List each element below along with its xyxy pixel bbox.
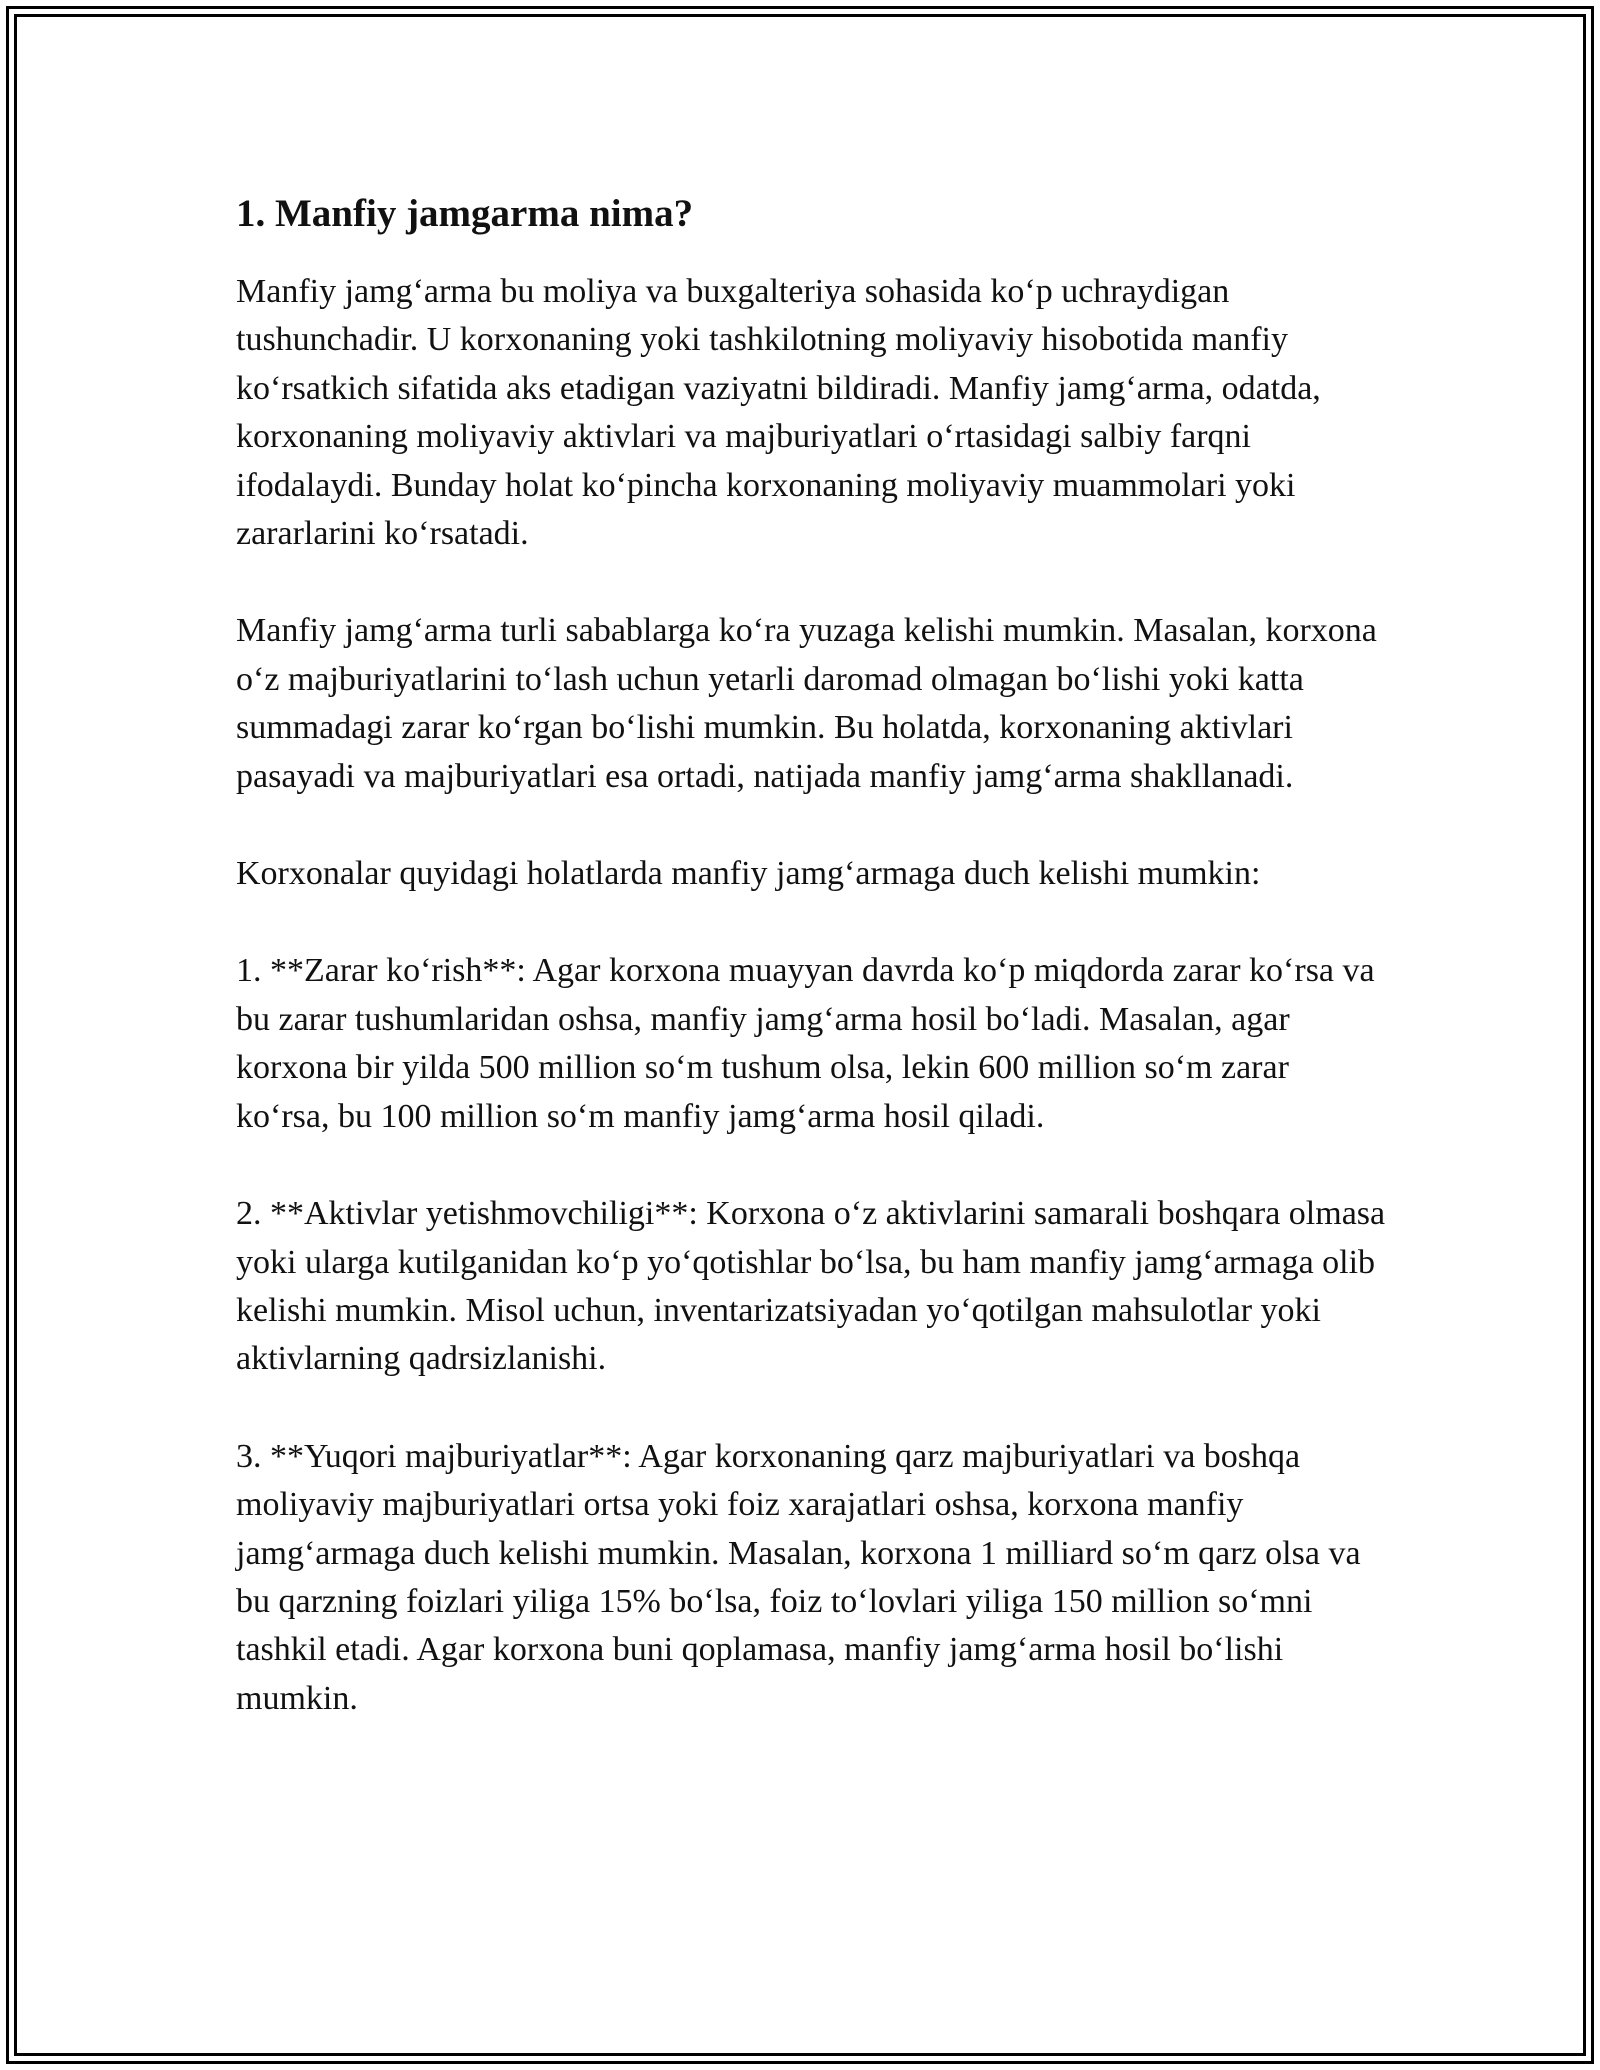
paragraph-list-intro: Korxonalar quyidagi holatlarda manfiy jamg‘armaga duch kelishi mumkin:: [236, 855, 1261, 893]
list-item-losses: 1. **Zarar ko‘rish**: Agar korxona muayyan davrda ko‘p miqdorda zarar ko‘rsa va bu zarar tushumlaridan oshsa, manfiy jamg‘arma hosil bo‘ladi. Masalan, agar korxona bir yilda 500 million so‘m tushum olsa, lekin 600 million so‘m zarar ko‘rsa, bu 100 million so‘m manfiy jamg‘arma hosil qiladi.: [236, 952, 1375, 1135]
section-heading: 1. Manfiy jamgarma nima?: [236, 192, 694, 235]
list-item-asset-shortage: 2. **Aktivlar yetishmovchiligi**: Korxona o‘z aktivlarini samarali boshqara olmasa yoki ularga kutilganidan ko‘p yo‘qotishlar bo‘lsa, bu ham manfiy jamg‘armaga olib kelishi mumkin. Misol uchun, inventarizatsiyadan yo‘qotilgan mahsulotlar yoki aktivlarning qadrsizlanishi.: [236, 1195, 1386, 1378]
list-item-high-liabilities: 3. **Yuqori majburiyatlar**: Agar korxonaning qarz majburiyatlari va boshqa moliyaviy majburiyatlari ortsa yoki foiz xarajatlari oshsa, korxona manfiy jamg‘armaga duch kelishi mumkin. Masalan, korxona 1 milliard so‘m qarz olsa va bu qarzning foizlari yiliga 15% bo‘lsa, foiz to‘lovlari yiliga 150 million so‘mni tashkil etadi. Agar korxona buni qoplamasa, manfiy jamg‘arma hosil bo‘lishi mumkin.: [236, 1437, 1361, 1717]
paragraph-causes: Manfiy jamg‘arma turli sabablarga ko‘ra yuzaga kelishi mumkin. Masalan, korxona o‘z majburiyatlarini to‘lash uchun yetarli daromad olmagan bo‘lishi yoki katta summadagi zarar ko‘rgan bo‘lishi mumkin. Bu holatda, korxonaning aktivlari pasayadi va majburiyatlari esa ortadi, natijada manfiy jamg‘arma shakllanadi.: [236, 612, 1377, 795]
document-body: [236, 186, 1386, 1772]
paragraph-definition: Manfiy jamg‘arma bu moliya va buxgalteriya sohasida ko‘p uchraydigan tushunchadir. U korxonaning yoki tashkilotning moliyaviy hisobotida manfiy ko‘rsatkich sifatida aks etadigan vaziyatni bildiradi. Manfiy jamg‘arma, odatda, korxonaning moliyaviy aktivlari va majburiyatlari o‘rtasidagi salbiy farqni ifodalaydi. Bunday holat ko‘pincha korxonaning moliyaviy muammolari yoki zararlarini ko‘rsatadi.: [236, 273, 1321, 553]
